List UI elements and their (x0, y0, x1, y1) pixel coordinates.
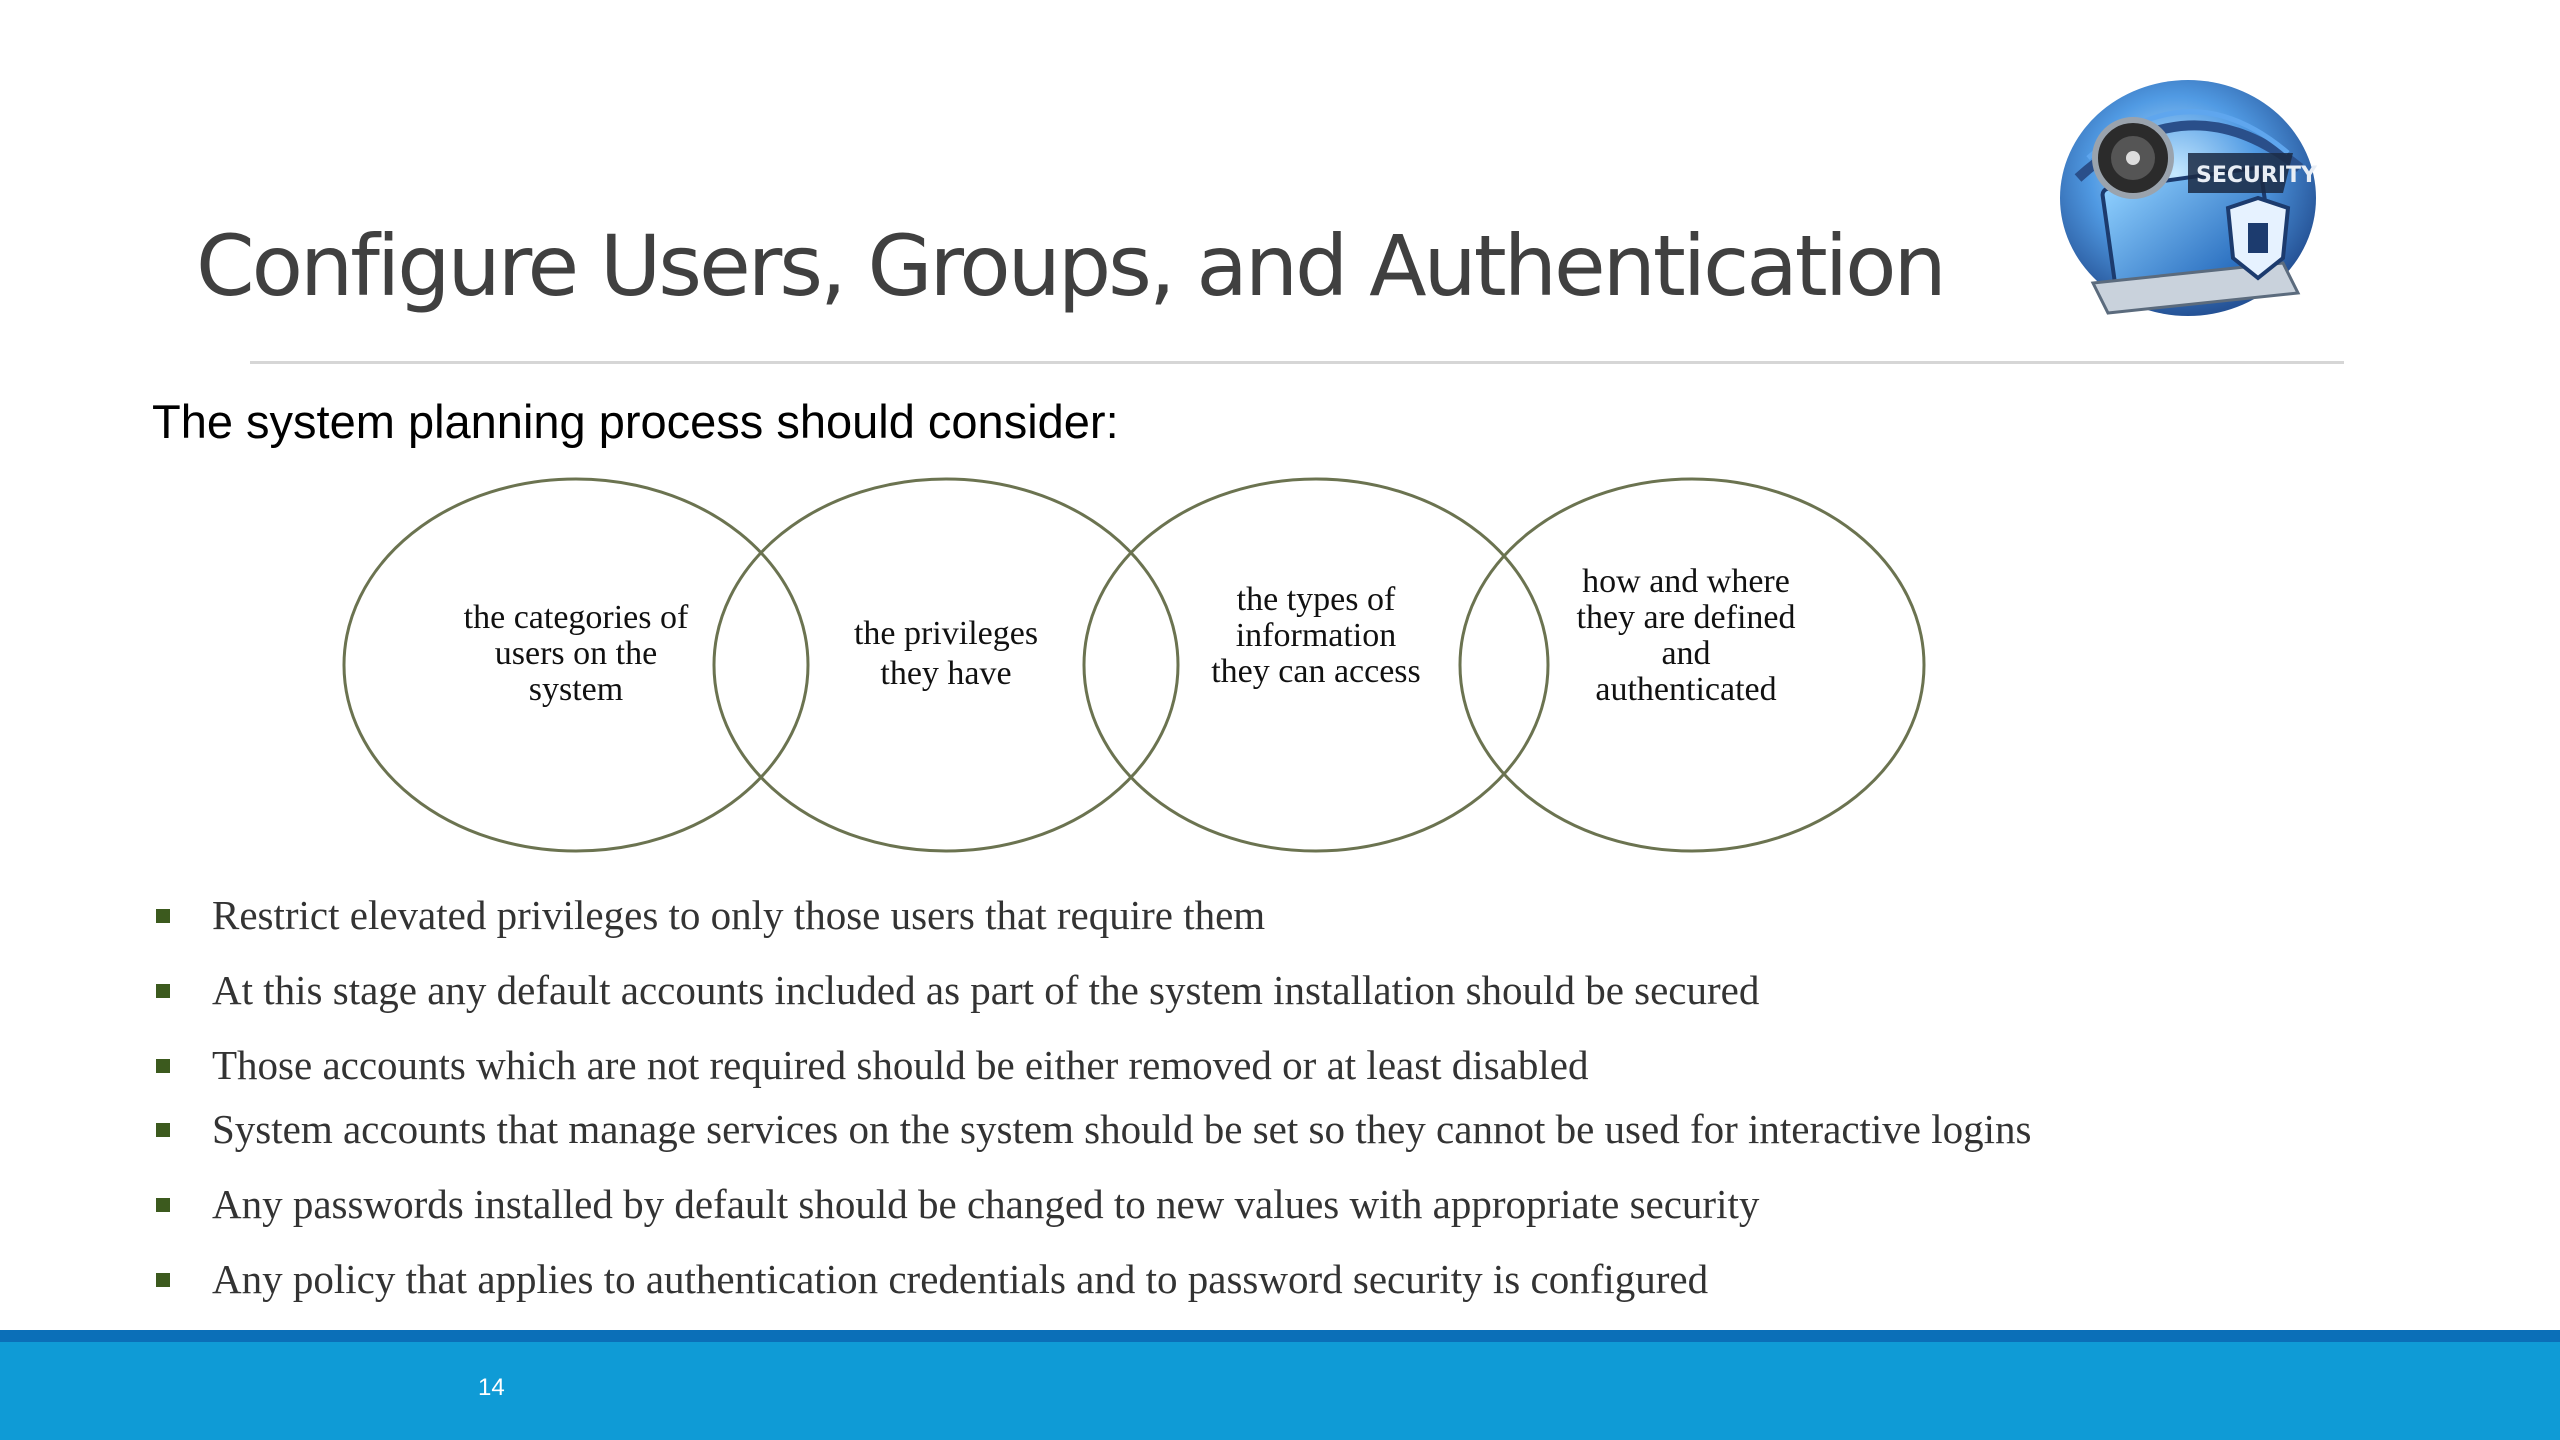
bullet-text: Any policy that applies to authentication credentials and to password security is configured (212, 1256, 1709, 1302)
circle-label-line: system (528, 671, 624, 708)
bullet-square-icon (156, 984, 170, 998)
circle-label-line: the privileges (853, 615, 1039, 652)
circle-label-line: they can access (1211, 653, 1421, 690)
bullet-square-icon (156, 1273, 170, 1287)
bullet-square-icon (156, 909, 170, 923)
security-logo (2038, 58, 2338, 328)
circle-label-line: authenticated (1595, 671, 1777, 708)
venn-diagram (330, 470, 1940, 860)
bullet-text: Those accounts which are not required should be either removed or at least disabled (212, 1042, 1589, 1088)
bullet-square-icon (156, 1198, 170, 1212)
slide-subtitle: The system planning process should consider: (152, 395, 1119, 448)
circle-label-line: and (1661, 635, 1711, 672)
venn-circle-privileges (714, 479, 1178, 851)
slide-title: Configure Users, Groups, and Authentication (196, 217, 1944, 315)
venn-circle-categories (344, 479, 808, 851)
bullet-text: Restrict elevated privileges to only those users that require them (212, 892, 1266, 938)
footer-bar (0, 1330, 2560, 1440)
bullet-text: At this stage any default accounts included as part of the system installation should be secured (212, 967, 1760, 1013)
circle-label-line: they have (880, 655, 1012, 692)
circle-label-line: the types of (1236, 581, 1396, 618)
bullet-text: Any passwords installed by default should be changed to new values with appropriate security (212, 1181, 1760, 1227)
circle-label-line: how and where (1582, 563, 1790, 600)
circle-label-line: users on the (494, 635, 658, 672)
bullet-square-icon (156, 1123, 170, 1137)
title-divider (250, 361, 2344, 364)
venn-circle-information (1084, 479, 1548, 851)
logo-badge-text: SECURITY (2196, 163, 2317, 188)
footer-stripe (0, 1330, 2560, 1342)
circle-label-line: the categories of (463, 599, 689, 636)
venn-circle-authentication (1460, 479, 1924, 851)
bullet-square-icon (156, 1059, 170, 1073)
page-number: 14 (478, 1374, 505, 1401)
circle-label-line: they are defined (1576, 599, 1796, 636)
bullet-text: System accounts that manage services on the system should be set so they cannot be used for interactive logins (212, 1106, 2032, 1152)
circle-label-line: information (1235, 617, 1397, 654)
